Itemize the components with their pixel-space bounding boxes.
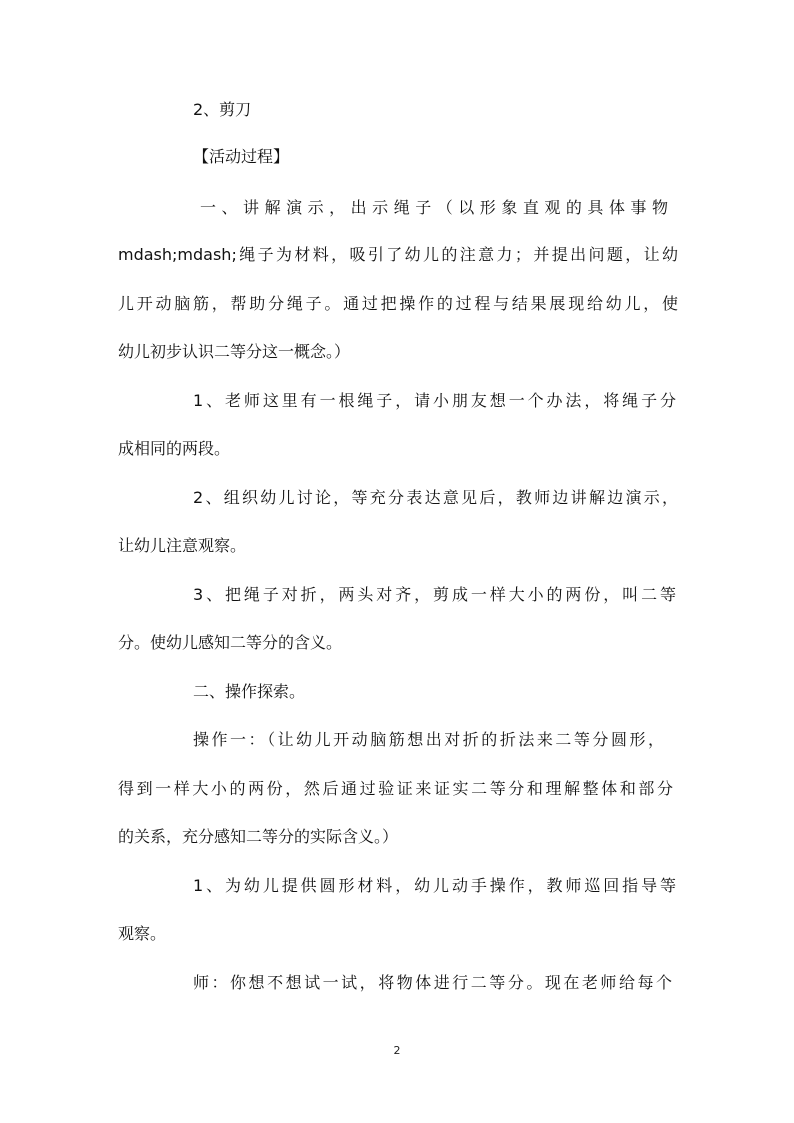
paragraph-line: 儿开动脑筋，帮助分绳子。通过把操作的过程与结果展现给幼儿，使 [118, 294, 678, 313]
paragraph-line: 一、讲解演示，出示绳子（以形象直观的具体事物 [200, 198, 668, 217]
list-item-scissors: 2、剪刀 [193, 100, 252, 119]
paragraph-line: 2、组织幼儿讨论，等充分表达意见后，教师边讲解边演示， [193, 488, 678, 507]
paragraph-line: mdash;mdash;绳子为材料，吸引了幼儿的注意力；并提出问题，让幼 [118, 245, 678, 264]
paragraph-line: 分。使幼儿感知二等分的含义。 [118, 633, 343, 652]
paragraph-line: 3、把绳子对折，两头对齐，剪成一样大小的两份，叫二等 [193, 585, 676, 604]
paragraph-line: 让幼儿注意观察。 [118, 536, 247, 555]
page-number: 2 [393, 1044, 401, 1057]
paragraph-line: 观察。 [118, 924, 167, 943]
paragraph-line: 的关系，充分感知二等分的实际含义。） [118, 827, 399, 846]
paragraph-line: 操作一：（让幼儿开动脑筋想出对折的折法来二等分圆形， [193, 730, 664, 749]
paragraph-line: 1、老师这里有一根绳子，请小朋友想一个办法，将绳子分 [193, 391, 676, 410]
section-heading-activity-process: 【活动过程】 [193, 147, 290, 166]
paragraph-line: 师：你想不想试一试，将物体进行二等分。现在老师给每个 [193, 973, 672, 992]
paragraph-line: 得到一样大小的两份，然后通过验证来证实二等分和理解整体和部分 [118, 779, 673, 798]
section-heading-operation-explore: 二、操作探索。 [193, 682, 306, 701]
paragraph-line: 成相同的两段。 [118, 439, 231, 458]
paragraph-line: 幼儿初步认识二等分这一概念。） [118, 342, 351, 361]
paragraph-line: 1、为幼儿提供圆形材料，幼儿动手操作，教师巡回指导等 [193, 876, 676, 895]
